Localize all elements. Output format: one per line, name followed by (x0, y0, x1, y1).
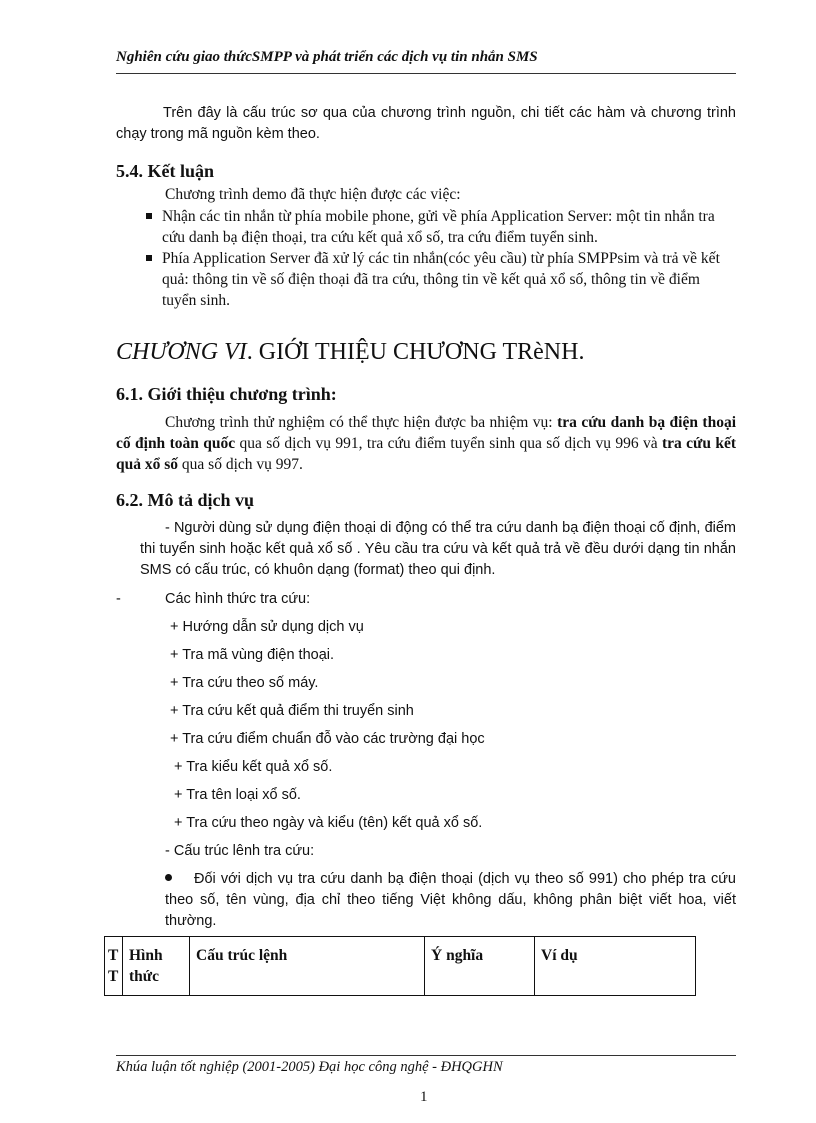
chapter-name: . GIỚI THIỆU CHƯƠNG TRèNH. (246, 339, 585, 365)
bullet-square-icon (146, 255, 152, 261)
form-item: + Tra cứu theo ngày và kiểu (tên) kết quả xổ số. (174, 815, 483, 831)
header-rule (116, 73, 736, 74)
page-header: Nghiên cứu giao thứcSMPP và phát triển các dịch vụ tin nhắn SMS (116, 49, 538, 65)
footer-text: Khúa luận tốt nghiệp (2001-2005) Đại học công nghệ - ĐHQGHN (116, 1059, 503, 1075)
list-dash: - (116, 591, 121, 607)
section-5-4-heading: 5.4. Kết luận (116, 161, 215, 181)
page-number: 1 (420, 1089, 428, 1105)
table-header-cell: Hình thức (123, 937, 190, 996)
section-6-1-paragraph: Chương trình thử nghiệm có thể thực hiện được ba nhiệm vụ: tra cứu danh bạ điện thoại cố định toàn quốc qua số dịch vụ 991, tra cứu điểm tuyển sinh qua số dịch vụ 996 và tra cứu kết quả xổ số qua số dịch vụ 997. (116, 414, 737, 473)
footer-rule (116, 1055, 736, 1056)
table-header-cell: T T (105, 937, 123, 996)
command-table (104, 936, 696, 996)
form-item: + Tra cứu kết quả điểm thi truyển sinh (170, 703, 414, 719)
conclusion-list (162, 206, 736, 311)
section-6-2-paragraph: - Người dùng sử dụng điện thoại di động có thể tra cứu danh bạ điện thoại cố định, điểm thi tuyển sinh hoặc kết quả xổ số . Yêu cầu tra cứu và kết quả trả về đều dưới dạng tin nhắn SMS có cấu trúc, có khuôn dạng (format) theo qui định. (140, 520, 736, 578)
conclusion-item: Nhận các tin nhắn từ phía mobile phone, gửi về phía Application Server: một tin nhắn tra cứu danh bạ điện thoại, tra cứu kết quả xổ số, tra cứu điểm tuyển sinh. (162, 206, 736, 248)
section-6-2-heading: 6.2. Mô tả dịch vụ (116, 490, 255, 510)
table-header-cell: Ví dụ (535, 937, 696, 996)
form-item: + Tra cứu điểm chuẩn đỗ vào các trường đại học (170, 731, 485, 747)
table-header-cell: Ý nghĩa (425, 937, 535, 996)
form-item: + Tra kiểu kết quả xổ số. (174, 759, 333, 775)
table-header-cell: Cấu trúc lệnh (190, 937, 425, 996)
form-item: + Tra cứu theo số máy. (170, 675, 319, 691)
bullet-square-icon (146, 213, 152, 219)
struct-paragraph: Đối với dịch vụ tra cứu danh bạ điện thoại (dịch vụ theo số 991) cho phép tra cứu theo số, tên vùng, địa chỉ theo tiếng Việt không dấu, không phân biệt viết hoa, viết thường. (165, 871, 736, 929)
section-6-1-heading: 6.1. Giới thiệu chương trình: (116, 384, 337, 404)
chapter-title (116, 339, 584, 366)
intro-paragraph: Trên đây là cấu trúc sơ qua của chương trình nguồn, chi tiết các hàm và chương trình chạy trong mã nguồn kèm theo. (116, 105, 736, 142)
form-item: + Hướng dẫn sử dụng dịch vụ (170, 619, 364, 635)
struct-title: - Cấu trúc lênh tra cứu: (165, 843, 315, 859)
form-item: + Tra mã vùng điện thoại. (170, 647, 335, 663)
section-5-4-lead: Chương trình demo đã thực hiện được các việc: (165, 186, 461, 203)
chapter-label: CHƯƠNG VI (116, 339, 247, 365)
form-item: + Tra tên loại xổ số. (174, 787, 301, 803)
bullet-dot-icon (165, 874, 172, 881)
table-header-row (105, 937, 696, 996)
forms-title: Các hình thức tra cứu: (165, 591, 311, 607)
conclusion-item: Phía Application Server đã xử lý các tin nhắn(cóc yêu cầu) từ phía SMPPsim và trả về kết quả: thông tin về số điện thoại đã tra cứu, thông tin về kết quả xổ số, thông tin về điểm tuyển sinh. (162, 248, 736, 311)
